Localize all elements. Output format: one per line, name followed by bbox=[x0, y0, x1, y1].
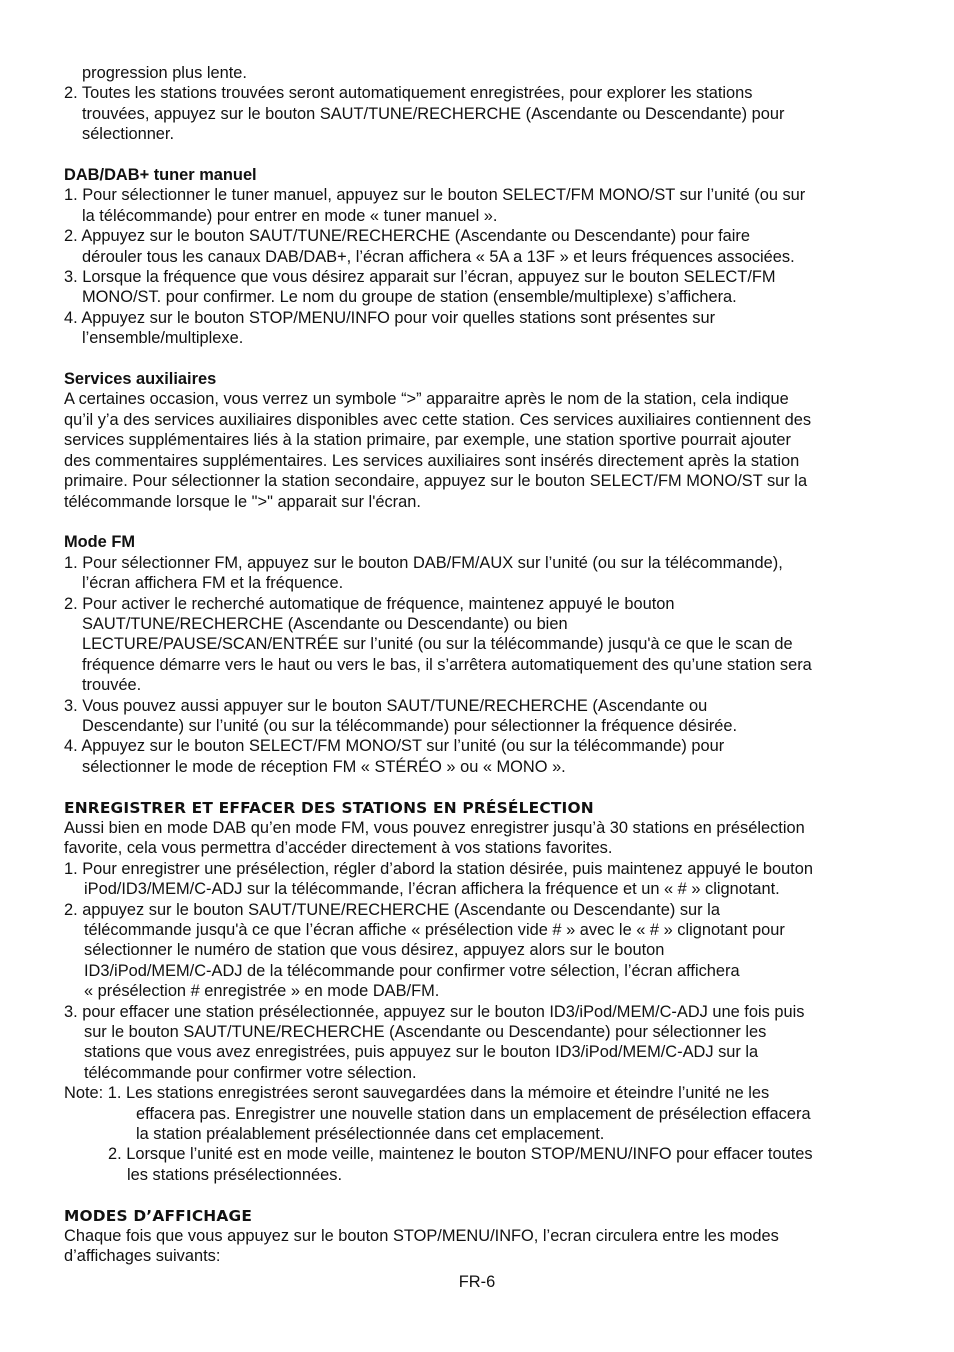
text-line: télécommande pour confirmer votre sélection. bbox=[84, 1063, 417, 1082]
section-heading-dab-manual: DAB/DAB+ tuner manuel bbox=[64, 166, 257, 185]
list-item: 4. Appuyez sur le bouton SELECT/FM MONO/ST sur l’unité (ou sur la télécommande) pour bbox=[64, 737, 725, 756]
list-item: 2. appuyez sur le bouton SAUT/TUNE/RECHERCHE (Ascendante ou Descendante) sur la bbox=[64, 900, 720, 919]
text-line: ID3/iPod/MEM/C-ADJ de la télécommande pour confirmer votre sélection, l’écran affichera bbox=[84, 961, 740, 980]
list-item: 1. Pour enregistrer une présélection, régler d’abord la station désirée, puis maintenez appuyé le bouton bbox=[64, 859, 813, 878]
text-line: l’écran affichera FM et la fréquence. bbox=[82, 574, 344, 593]
list-item: 4. Appuyez sur le bouton STOP/MENU/INFO pour voir quelles stations sont présentes sur bbox=[64, 308, 716, 327]
text-line: trouvée. bbox=[82, 676, 142, 695]
text-line: SAUT/TUNE/RECHERCHE (Ascendante ou Descendante) ou bien bbox=[82, 614, 568, 633]
paragraph-line: des commentaires supplémentaires. Les services auxiliaires sont insérés directement après la station bbox=[64, 451, 800, 470]
text-line: progression plus lente. bbox=[82, 64, 247, 82]
list-item: 2. Appuyez sur le bouton SAUT/TUNE/RECHERCHE (Ascendante ou Descendante) pour faire bbox=[64, 227, 751, 246]
section-heading-auxiliary-services: Services auxiliaires bbox=[64, 370, 217, 389]
text-line: LECTURE/PAUSE/SCAN/ENTRÉE sur l’unité (ou sur la télécommande) jusqu'à ce que le scan de bbox=[82, 635, 793, 654]
text-line: iPod/ID3/MEM/C-ADJ sur la télécommande, l’écran affichera la fréquence et un « # » clignotant. bbox=[84, 880, 780, 899]
list-item: 1. Pour sélectionner le tuner manuel, appuyez sur le bouton SELECT/FM MONO/ST sur l’unité (ou sur bbox=[64, 186, 806, 205]
text-line: sélectionner le numéro de station que vous désirez, appuyez alors sur le bouton bbox=[84, 941, 665, 960]
section-heading-display-modes: MODES D’AFFICHAGE bbox=[64, 1206, 253, 1225]
list-item: 2. Pour activer le recherché automatique de fréquence, maintenez appuyé le bouton bbox=[64, 594, 675, 613]
text-line: la télécommande) pour entrer en mode « tuner manuel ». bbox=[82, 206, 498, 225]
note-line: Note: 1. Les stations enregistrées seront sauvegardées dans la mémoire et éteindre l’unité ne les bbox=[64, 1084, 770, 1103]
text-line: l’ensemble/multiplexe. bbox=[82, 329, 244, 348]
text-line: sur le bouton SAUT/TUNE/RECHERCHE (Ascendante ou Descendante) pour sélectionner les bbox=[84, 1023, 767, 1042]
page-number: FR-6 bbox=[458, 1273, 496, 1291]
paragraph-line: Chaque fois que vous appuyez sur le bouton STOP/MENU/INFO, l’ecran circulera entre les modes bbox=[64, 1227, 779, 1246]
note-line: effacera pas. Enregistrer une nouvelle station dans un emplacement de présélection effacera bbox=[136, 1104, 811, 1123]
paragraph-line: primaire. Pour sélectionner la station secondaire, appuyez sur le bouton SELECT/FM MONO/ST sur la bbox=[64, 472, 808, 491]
text-line: dérouler tous les canaux DAB/DAB+, l’écran affichera « 5A a 13F » et leurs fréquences associées. bbox=[82, 247, 795, 266]
paragraph-line: d’affichages suivants: bbox=[64, 1247, 221, 1266]
list-item: 3. Lorsque la fréquence que vous désirez apparait sur l’écran, appuyez sur le bouton SELECT/FM bbox=[64, 268, 776, 287]
paragraph-line: qu’il y’a des services auxiliaires disponibles avec cette station. Ces services auxiliaires contiennent des bbox=[64, 410, 812, 429]
text-line: « présélection # enregistrée » en mode DAB/FM. bbox=[84, 982, 440, 1001]
text-line: MONO/ST. pour confirmer. Le nom du groupe de station (ensemble/multiplexe) s’affichera. bbox=[82, 288, 737, 307]
list-item: 1. Pour sélectionner FM, appuyez sur le bouton DAB/FM/AUX sur l’unité (ou sur la télécommande), bbox=[64, 553, 783, 572]
list-item: 3. Vous pouvez aussi appuyer sur le bouton SAUT/TUNE/RECHERCHE (Ascendante ou bbox=[64, 696, 708, 715]
paragraph-line: Aussi bien en mode DAB qu’en mode FM, vous pouvez enregistrer jusqu’à 30 stations en présélection bbox=[64, 818, 805, 837]
text-line: fréquence démarre vers le haut ou vers le bas, il s’arrêtera automatiquement des qu’une station sera bbox=[82, 655, 812, 674]
text-line: stations que vous avez enregistrées, puis appuyez sur le bouton ID3/iPod/MEM/C-ADJ sur la bbox=[84, 1043, 759, 1062]
note-line: les stations présélectionnées. bbox=[127, 1165, 343, 1184]
paragraph-line: services supplémentaires liés à la station primaire, par exemple, une station sportive pourrait ajouter bbox=[64, 431, 792, 450]
text-line: sélectionner le mode de réception FM « STÉRÉO » ou « MONO ». bbox=[82, 757, 566, 776]
paragraph-line: télécommande lorsque le ">" apparait sur l'écran. bbox=[64, 492, 421, 511]
text-line: sélectionner. bbox=[82, 125, 175, 144]
note-line: 2. Lorsque l’unité est en mode veille, maintenez le bouton STOP/MENU/INFO pour effacer toutes bbox=[108, 1145, 813, 1164]
document-body bbox=[64, 63, 892, 1267]
paragraph-line: favorite, cela vous permettra d’accéder directement à vos stations favorites. bbox=[64, 839, 613, 858]
section-heading-presets: ENREGISTRER ET EFFACER DES STATIONS EN PRÉSÉLECTION bbox=[64, 798, 594, 817]
note-line: la station préalablement présélectionnée dans cet emplacement. bbox=[136, 1125, 605, 1144]
list-item: 3. pour effacer une station présélectionnée, appuyez sur le bouton ID3/iPod/MEM/C-ADJ une fois puis bbox=[64, 1002, 805, 1021]
text-line: télécommande jusqu'à ce que l’écran affiche « présélection vide # » avec le « # » clignotant pour bbox=[84, 921, 785, 939]
section-heading-fm-mode: Mode FM bbox=[64, 533, 136, 552]
text-line: trouvées, appuyez sur le bouton SAUT/TUNE/RECHERCHE (Ascendante ou Descendante) pour bbox=[82, 104, 785, 123]
list-item: 2. Toutes les stations trouvées seront automatiquement enregistrées, pour explorer les stations bbox=[64, 84, 753, 103]
text-line: Descendante) sur l’unité (ou sur la télécommande) pour sélectionner la fréquence désirée. bbox=[82, 716, 738, 735]
paragraph-line: A certaines occasion, vous verrez un symbole “>” apparaitre après le nom de la station, cela indique bbox=[64, 390, 789, 409]
